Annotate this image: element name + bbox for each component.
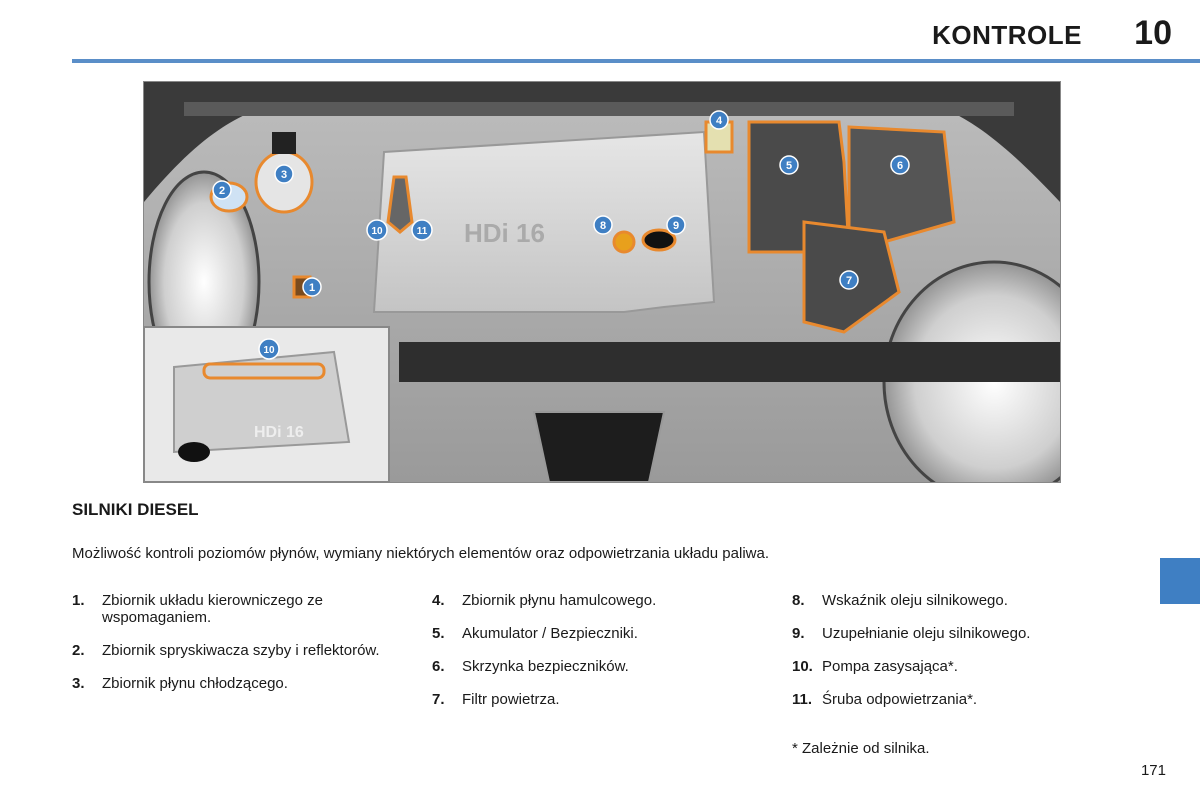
legend-item <box>72 675 412 692</box>
item-number: 11. <box>792 691 813 708</box>
item-text: Śruba odpowietrzania*. <box>822 691 978 708</box>
legend-column-2 <box>432 592 772 724</box>
item-text: Filtr powietrza. <box>462 691 560 708</box>
footnote: * Zależnie od silnika. <box>792 740 930 757</box>
item-text: Zbiornik układu kierowniczego ze wspomaganiem. <box>102 592 323 626</box>
legend-item <box>432 592 772 609</box>
legend-column-1 <box>72 592 412 708</box>
item-text: Wskaźnik oleju silnikowego. <box>822 592 1008 609</box>
engine-bay-illustration <box>143 81 1061 483</box>
legend-column-3 <box>792 592 1132 724</box>
item-number: 9. <box>792 625 805 642</box>
legend-item <box>792 691 1132 708</box>
callout-label: 7 <box>845 275 853 287</box>
intro-paragraph: Możliwość kontroli poziomów płynów, wymiany niektórych elementów oraz odpowietrzania układu paliwa. <box>72 545 769 562</box>
item-text: Skrzynka bezpieczników. <box>462 658 629 675</box>
callout-label: 4 <box>715 115 723 127</box>
page-number: 171 <box>1140 762 1166 779</box>
legend-item <box>432 625 772 642</box>
section-title: SILNIKI DIESEL <box>72 500 199 519</box>
item-text: Uzupełnianie oleju silnikowego. <box>822 625 1031 642</box>
chapter-side-tab <box>1160 558 1200 604</box>
inset-cover-text: HDi 16 <box>254 424 304 441</box>
legend-item <box>432 691 772 708</box>
callout-label: 3 <box>280 169 288 181</box>
item-text: Akumulator / Bezpieczniki. <box>462 625 638 642</box>
callout-label: 6 <box>896 160 904 172</box>
legend-item <box>792 658 1132 675</box>
callout-label: 11 <box>416 226 428 237</box>
legend-item <box>792 625 1132 642</box>
legend-item <box>792 592 1132 609</box>
item-text: Zbiornik płynu hamulcowego. <box>462 592 657 609</box>
item-number: 10. <box>792 658 813 675</box>
legend-item <box>72 642 412 659</box>
header-divider <box>72 59 1200 63</box>
item-number: 4. <box>432 592 445 609</box>
chapter-title: KONTROLE <box>932 20 1082 50</box>
item-number: 1. <box>72 592 85 609</box>
item-number: 5. <box>432 625 445 642</box>
chapter-number: 10 <box>1134 14 1172 52</box>
item-number: 8. <box>792 592 805 609</box>
item-number: 7. <box>432 691 445 708</box>
item-text: Zbiornik spryskiwacza szyby i reflektorów. <box>102 642 380 659</box>
item-number: 3. <box>72 675 85 692</box>
legend-item <box>432 658 772 675</box>
callout-label: 5 <box>785 160 793 172</box>
legend-item <box>72 592 412 626</box>
item-number: 6. <box>432 658 445 675</box>
callout-label: 2 <box>218 185 226 197</box>
engine-bay-drawing <box>144 82 1060 482</box>
callout-label: 9 <box>672 220 680 232</box>
item-number: 2. <box>72 642 85 659</box>
callout-label: 10 <box>371 226 383 237</box>
callout-label: 8 <box>599 220 607 232</box>
item-text: Zbiornik płynu chłodzącego. <box>102 675 288 692</box>
callout-label: 1 <box>308 282 316 294</box>
cover-badge-text: HDi 16 <box>464 218 545 248</box>
callout-label: 10 <box>263 345 275 356</box>
item-text: Pompa zasysająca*. <box>822 658 958 675</box>
